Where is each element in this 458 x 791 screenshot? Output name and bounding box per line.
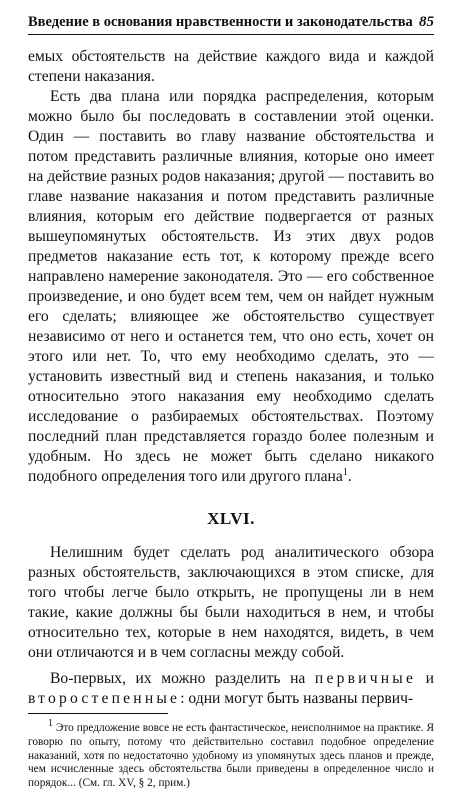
paragraph-analytic-review: Нелишним будет сделать род аналитического обзора разных обстоятельств, заключающихся в этом списке, для того чтобы легче было открыть, не пропущены ли в нем такие, какие должны бы были находиться в нем, и чтобы относительно тех, которые в нем находятся, видеть, в чем они отличаются и в чем согласны между собой. bbox=[28, 544, 434, 661]
main-text bbox=[28, 47, 434, 791]
division-mid: и bbox=[416, 670, 435, 687]
paragraph-plans-text: Есть два плана или порядка распределения, которым можно было бы последовать в составлении этой оценки. Один — поставить во главу название обстоятельства и потом представить различные влияния, которые оно имеет на действие разных родов наказания; другой — поставить во главе название наказания и потом представить различные влияния, которым его действие подвергается от разных вышеупомянутых обстоятельств. Из этих двух родов предметов наказание есть тот, к которому прежде всего направлено намерение законодателя. Это — его собственное произведение, и оно будет всем тем, чем он найдет нужным его сделать; влияющее же обстоятельство существует независимо от него и останется тем, что оно есть, хочет он этого или нет. То, что ему необходимо сделать, это — установить известный вид и степень наказания, и только относительно этого наказания ему необходимо сделать исследование о разбираемых обстоятельствах. Поэтому последний план представляется гораздо более полезным и удобным. Но здесь не может быть сделано никакого подобного определения того или другого плана bbox=[28, 88, 434, 485]
footnote-marker: 1 bbox=[48, 718, 53, 730]
paragraph-division bbox=[28, 669, 434, 709]
paragraph-continued: емых обстоятельств на действие каждого вида и каждой степени наказания. bbox=[28, 48, 434, 85]
footnote-divider bbox=[28, 713, 168, 714]
paragraph-plans: Есть два плана или порядка распределения, которым можно было бы последовать в составлении этой оценки. Один — поставить во главу название обстоятельства и потом представить различные влияния, которые оно имеет на действие разных родов наказания; другой — поставить во главе название наказания и потом представить различные влияния, которым его действие подвергается от разных вышеупомянутых обстоятельств. Из этих двух родов предметов наказание есть тот, к которому прежде всего направлено намерение законодателя. Это — его собственное произведение, и оно будет всем тем, чем он найдет нужным его сделать; влияющее же обстоятельство существует независимо от него и останется тем, что оно есть, хочет он этого или нет. То, что ему необходимо сделать, это — установить известный вид и степень наказания, и только относительно этого наказания ему необходимо сделать исследование о разбираемых обстоятельствах. Поэтому последний план представляется гораздо более полезным и удобным. Но здесь не может быть сделано никакого подобного определения того или другого плана$^1$. bbox=[28, 88, 434, 485]
footnote-reference[interactable]: 1 bbox=[342, 466, 348, 478]
running-header bbox=[28, 14, 434, 35]
division-tail: : одни могут быть названы первич- bbox=[180, 690, 414, 707]
book-page bbox=[28, 14, 434, 791]
running-title: Введение в основания нравственности и законодательства bbox=[28, 14, 413, 30]
section-heading: XLVI. bbox=[207, 509, 255, 528]
term-primary: первичные bbox=[314, 670, 417, 687]
page-number: 85 bbox=[419, 14, 434, 30]
footnote bbox=[28, 718, 434, 791]
division-lead: Во-первых, их можно разделить на bbox=[50, 670, 315, 687]
footnote-text: Это предложение вовсе не есть фантастическое, неисполнимое на практике. Я говорю по опыту, потому что действительно составил подобное определение наказаний, хотя по недостаточно удобному из упомянутых здесь планов и прежде, чем исчисленные здесь обстоятельства были приведены в определенное число и порядок... (См. гл. XV, § 2, прим.) bbox=[28, 722, 434, 790]
term-secondary: второстепенные bbox=[28, 690, 181, 707]
